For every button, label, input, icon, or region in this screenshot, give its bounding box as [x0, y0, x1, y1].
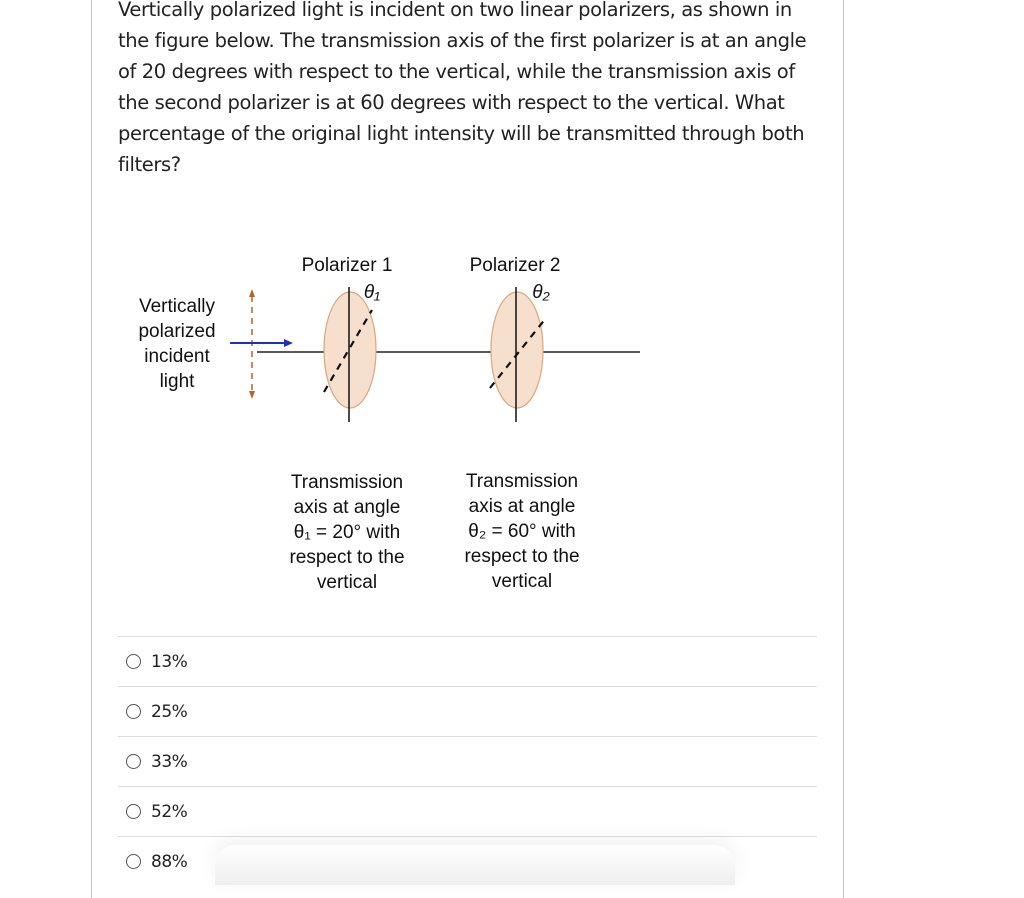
polarizer-1-caption [289, 472, 404, 593]
polarizer-2-title: Polarizer 2 [469, 255, 561, 276]
radio-button[interactable] [126, 804, 141, 819]
polarizer-2-caption [464, 471, 579, 592]
arrow-down-head [249, 391, 255, 399]
question-text: Vertically polarized light is incident on two linear polarizers, as shown in the figure below. The transmission axis of the first polarizer is at an angle of 20 degrees with respect to the vertical, while the transmission axis of the second polarizer is at 60 degrees with respect to the vertical. What percentage of the original light intensity will be transmitted through both filters? [118, 0, 807, 176]
caption-line: axis at angle [468, 496, 576, 517]
answer-option[interactable] [118, 736, 817, 786]
bottom-overlay-shadow [215, 845, 735, 885]
caption-line: respect to the [289, 547, 405, 568]
option-label: 33% [151, 751, 188, 772]
option-label: 13% [151, 651, 188, 672]
polarizer-1-title: Polarizer 1 [301, 255, 393, 276]
incident-label-line: incident [144, 346, 210, 367]
radio-button[interactable] [126, 854, 141, 869]
theta-1-label: θ₁ [363, 282, 381, 303]
radio-button[interactable] [126, 704, 141, 719]
caption-line: Transmission [290, 472, 404, 493]
theta-2-label: θ₂ [532, 282, 550, 303]
caption-line: Transmission [465, 471, 579, 492]
incident-label-line: light [159, 371, 195, 392]
propagation-arrow-head [284, 339, 293, 347]
radio-button[interactable] [126, 754, 141, 769]
option-label: 25% [151, 701, 188, 722]
caption-line: axis at angle [293, 497, 401, 518]
arrow-up-head [249, 289, 255, 297]
answer-option[interactable] [118, 686, 817, 736]
caption-line: respect to the [464, 546, 580, 567]
caption-line: vertical [491, 571, 553, 592]
option-label: 88% [151, 851, 188, 872]
polarizer-2-disc [491, 292, 543, 408]
polarizer-1-disc [324, 292, 376, 408]
caption-line: vertical [316, 572, 378, 593]
incident-label-line: Vertically [138, 296, 216, 317]
incident-label-line: polarized [138, 321, 216, 342]
option-label: 52% [151, 801, 188, 822]
answer-option[interactable] [118, 636, 817, 686]
caption-line: θ₁ = 20° with [293, 522, 401, 543]
radio-button[interactable] [126, 654, 141, 669]
caption-line: θ₂ = 60° with [468, 521, 576, 542]
answer-option[interactable] [118, 786, 817, 836]
